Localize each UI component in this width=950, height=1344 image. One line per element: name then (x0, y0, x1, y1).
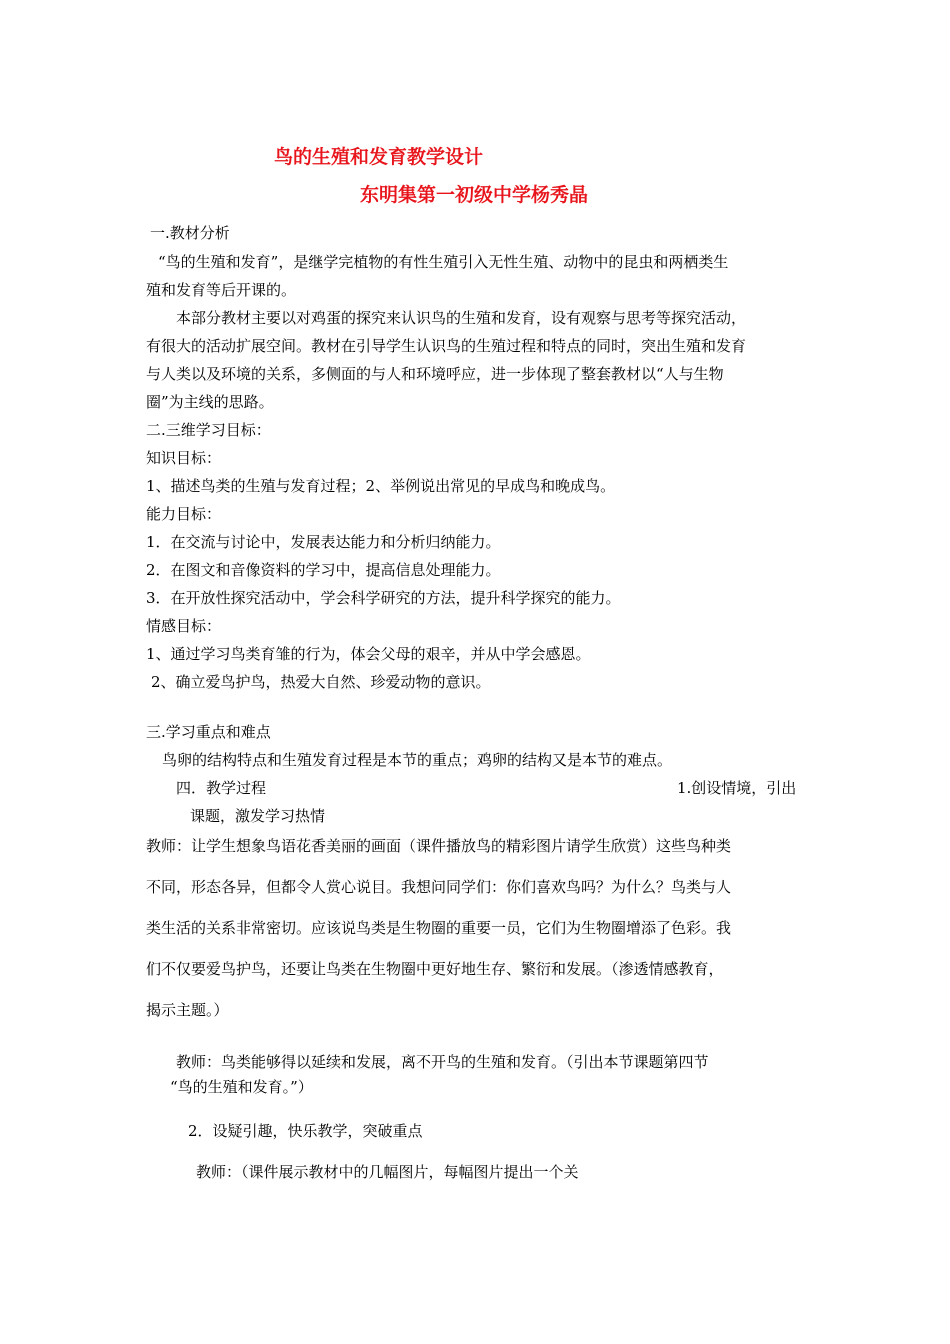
section-3-text: 鸟卵的结构特点和生殖发育过程是本节的重点；鸡卵的结构又是本节的难点。 (162, 751, 673, 769)
paragraph-line: 不同，形态各异，但都令人赏心说目。我想问同学们：你们喜欢鸟吗？为什么？鸟类与人 (146, 878, 732, 896)
section-1-heading: 一.教材分析 (150, 224, 230, 242)
paragraph-line: 殖和发育等后开课的。 (146, 281, 297, 299)
paragraph-line: 教师：鸟类能够得以延续和发展，离不开鸟的生殖和发育。（引出本节课题第四节 (176, 1053, 709, 1071)
paragraph-line: 与人类以及环境的关系，多侧面的与人和环境呼应，进一步体现了整套教材以“人与生物 (146, 365, 724, 383)
paragraph-line: 揭示主题。） (146, 1001, 229, 1019)
emotion-label: 情感目标： (146, 617, 222, 635)
paragraph-line: 教师：让学生想象鸟语花香美丽的画面（课件播放鸟的精彩图片请学生欣赏）这些鸟种类 (146, 837, 732, 855)
step-2-title: 2．设疑引趣，快乐教学，突破重点 (188, 1122, 423, 1140)
step-1-title: 1.创设情境，引出 (677, 779, 797, 797)
ability-label: 能力目标： (146, 505, 222, 523)
paragraph-line: 类生活的关系非常密切。应该说鸟类是生物圈的重要一员，它们为生物圈增添了色彩。我 (146, 919, 732, 937)
ability-item: 1．在交流与讨论中，发展表达能力和分析归纳能力。 (146, 533, 501, 551)
section-3-heading: 三.学习重点和难点 (146, 723, 271, 741)
paragraph-line: 有很大的活动扩展空间。教材在引导学生认识鸟的生殖过程和特点的同时，突出生殖和发育 (146, 337, 747, 355)
paragraph-line: 教师：（课件展示教材中的几幅图片，每幅图片提出一个关 (196, 1163, 579, 1181)
paragraph-line: “鸟的生殖和发育”，是继学完植物的有性生殖引入无性生殖、动物中的昆虫和两栖类生 (158, 253, 729, 271)
subtitle: 东明集第一初级中学杨秀晶 (360, 184, 589, 206)
paragraph-line: “鸟的生殖和发育。”） (170, 1078, 313, 1096)
emotion-item: 1、通过学习鸟类育雏的行为，体会父母的艰辛，并从中学会感恩。 (146, 645, 591, 663)
paragraph-line: 们不仅要爱鸟护鸟，还要让鸟类在生物圈中更好地生存、繁衍和发展。（渗透情感教育， (146, 960, 724, 978)
paragraph-line: 圈”为主线的思路。 (146, 393, 274, 411)
section-4-heading: 四．教学过程 (176, 779, 267, 797)
step-1-title-cont: 课题，激发学习热情 (190, 807, 326, 825)
ability-item: 3．在开放性探究活动中，学会科学研究的方法，提升科学探究的能力。 (146, 589, 621, 607)
title: 鸟的生殖和发育教学设计 (274, 146, 484, 168)
knowledge-text: 1、描述鸟类的生殖与发育过程；2、举例说出常见的早成鸟和晚成鸟。 (146, 477, 616, 495)
emotion-item: 2、确立爱鸟护鸟，热爱大自然、珍爱动物的意识。 (151, 673, 491, 691)
section-2-heading: 二.三维学习目标： (146, 421, 271, 439)
paragraph-line: 本部分教材主要以对鸡蛋的探究来认识鸟的生殖和发育，设有观察与思考等探究活动， (176, 309, 747, 327)
ability-item: 2．在图文和音像资料的学习中，提高信息处理能力。 (146, 561, 501, 579)
knowledge-label: 知识目标： (146, 449, 222, 467)
